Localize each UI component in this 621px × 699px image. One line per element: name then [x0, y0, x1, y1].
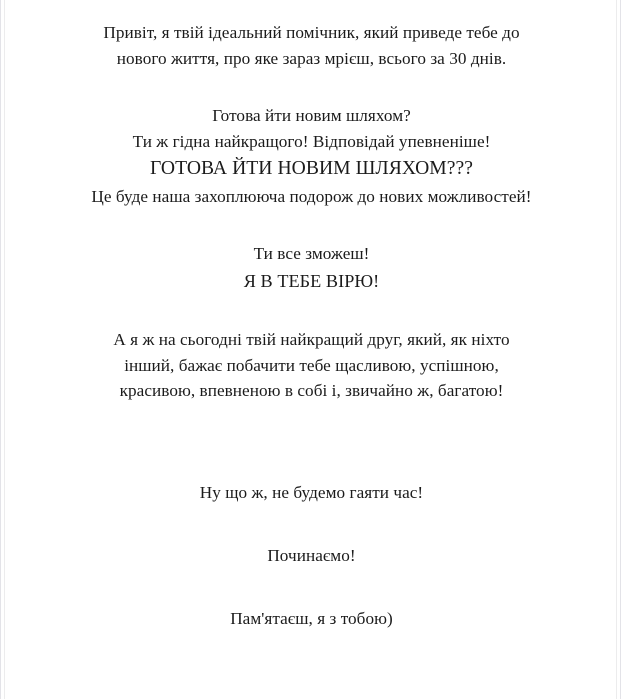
paragraph-journey [1, 184, 621, 210]
journey-line: Це буде наша захоплююча подорож до нових можливостей! [91, 187, 532, 206]
paragraph-question-1 [1, 103, 621, 129]
spacer-after-start [1, 569, 621, 606]
spacer-after-no-time [1, 505, 621, 543]
intro-line-2: нового життя, про яке зараз мрієш, всього за 30 днів. [116, 48, 507, 68]
question-1-line: Готова йти новим шляхом? [212, 106, 411, 125]
encourage-1-line: Ти ж гідна найкращого! Відповідай упевненіше! [132, 131, 491, 151]
paragraph-question-2-caps [1, 154, 621, 184]
document-body [1, 0, 621, 631]
you-can-line: Ти все зможеш! [253, 243, 370, 263]
spacer-after-intro [1, 71, 621, 103]
no-time-line: Ну що ж, не будемо гаяти час! [199, 482, 424, 502]
paragraph-believe-caps [1, 266, 621, 296]
best-friend-line-3: красивою, впевненою в собі і, звичайно ж, багатою! [119, 381, 504, 400]
paragraph-intro [1, 20, 621, 71]
best-friend-line-2: інший, бажає побачити тебе щасливою, успішною, [124, 355, 499, 375]
intro-line-1: Привіт, я твій ідеальний помічник, який приведе тебе до [103, 23, 520, 42]
paragraph-start [1, 543, 621, 569]
paragraph-encourage-1 [1, 129, 621, 155]
spacer-after-journey [1, 210, 621, 241]
question-2-caps-line: ГОТОВА ЙТИ НОВИМ ШЛЯХОМ??? [150, 158, 473, 179]
paragraph-no-time [1, 480, 621, 506]
closing-line: Пам'ятаєш, я з тобою) [230, 608, 393, 628]
spacer-top [1, 0, 621, 20]
start-line: Починаємо! [267, 546, 356, 565]
spacer-after-best-friend [1, 404, 621, 442]
paragraph-closing [1, 606, 621, 632]
spacer-after-believe [1, 296, 621, 327]
paragraph-you-can [1, 241, 621, 267]
best-friend-line-1: А я ж на сьогодні твій найкращий друг, який, як ніхто [113, 330, 510, 349]
believe-caps-line: Я В ТЕБЕ ВІРЮ! [243, 271, 380, 291]
paragraph-best-friend [1, 327, 621, 404]
spacer-after-best-friend-2 [1, 442, 621, 480]
